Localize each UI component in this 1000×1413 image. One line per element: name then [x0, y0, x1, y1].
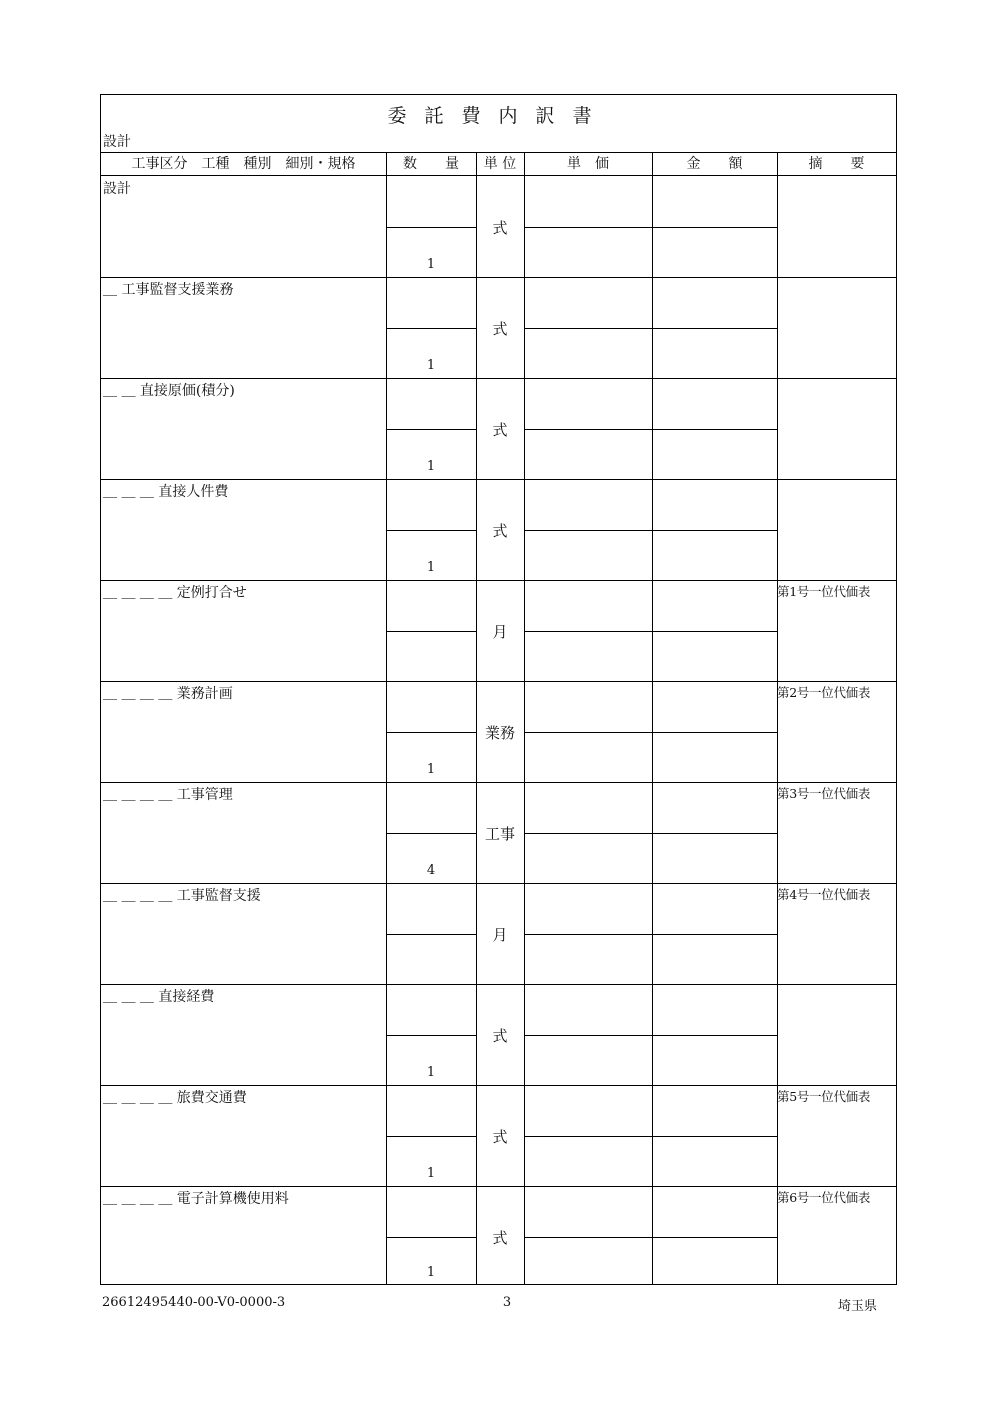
- row-item-name: ＿ ＿ 直接原価(積分): [103, 383, 235, 399]
- row-split-line: [386, 1237, 476, 1238]
- row-remarks: 第4号一位代価表: [777, 887, 871, 902]
- table-row: [101, 884, 896, 985]
- header-unit: 単 位: [476, 152, 524, 176]
- row-unit: 式: [492, 1128, 508, 1146]
- row-split-line: [386, 227, 476, 228]
- table-row: [101, 379, 896, 480]
- table-row: [101, 783, 896, 884]
- row-split-line: [386, 631, 476, 632]
- row-split-line: [386, 732, 476, 733]
- row-quantity: 1: [426, 459, 436, 474]
- row-unit: 月: [492, 623, 508, 641]
- row-split-line: [524, 631, 777, 632]
- row-item-name: ＿ ＿ ＿ ＿ 業務計画: [103, 686, 233, 702]
- row-split-line: [524, 227, 777, 228]
- header-remarks: 摘 要: [777, 152, 896, 176]
- header-item: 工事区分 工種 種別 細別・規格: [101, 152, 386, 176]
- row-split-line: [524, 328, 777, 329]
- row-item-name: ＿ ＿ ＿ ＿ 定例打合せ: [103, 585, 247, 601]
- row-remarks: 第1号一位代価表: [777, 584, 871, 599]
- header-unit-price: 単 価: [524, 152, 652, 176]
- row-split-line: [386, 530, 476, 531]
- row-split-line: [524, 934, 777, 935]
- row-split-line: [386, 429, 476, 430]
- row-unit: 式: [492, 1027, 508, 1045]
- row-item-name: ＿ ＿ ＿ ＿ 工事監督支援: [103, 888, 261, 904]
- table-row: [101, 581, 896, 682]
- row-split-line: [524, 429, 777, 430]
- row-quantity: 1: [426, 1166, 436, 1181]
- header-amount: 金 額: [652, 152, 777, 176]
- row-split-line: [386, 1035, 476, 1036]
- document-code: 26612495440-00-V0-0000-3: [102, 1295, 286, 1310]
- row-unit: 式: [492, 320, 508, 338]
- row-split-line: [524, 732, 777, 733]
- organization-name: 埼玉県: [838, 1299, 878, 1314]
- estimate-sheet: [100, 94, 897, 1285]
- row-item-name: ＿ 工事監督支援業務: [103, 282, 234, 298]
- row-item-name: ＿ ＿ ＿ 直接経費: [103, 989, 215, 1005]
- row-unit: 式: [492, 421, 508, 439]
- row-unit: 月: [492, 926, 508, 944]
- row-split-line: [524, 1035, 777, 1036]
- row-unit: 式: [492, 219, 508, 237]
- row-split-line: [524, 833, 777, 834]
- row-item-name: ＿ ＿ ＿ ＿ 旅費交通費: [103, 1090, 247, 1106]
- table-row: [101, 278, 896, 379]
- row-quantity: 4: [426, 863, 436, 878]
- row-split-line: [524, 1136, 777, 1137]
- row-split-line: [524, 530, 777, 531]
- row-split-line: [524, 1237, 777, 1238]
- header-quantity: 数 量: [386, 152, 476, 176]
- row-item-name: ＿ ＿ ＿ ＿ 電子計算機使用料: [103, 1191, 289, 1207]
- row-split-line: [386, 1136, 476, 1137]
- row-split-line: [386, 328, 476, 329]
- row-remarks: 第3号一位代価表: [777, 786, 871, 801]
- table-row: [101, 1086, 896, 1187]
- row-quantity: 1: [426, 257, 436, 272]
- row-remarks: 第5号一位代価表: [777, 1089, 871, 1104]
- row-remarks: 第6号一位代価表: [777, 1190, 871, 1205]
- row-quantity: 1: [426, 1065, 436, 1080]
- row-quantity: 1: [426, 762, 436, 777]
- row-item-name: ＿ ＿ ＿ ＿ 工事管理: [103, 787, 233, 803]
- table-row: [101, 480, 896, 581]
- table-row: [101, 985, 896, 1086]
- table-row: [101, 1187, 896, 1284]
- row-quantity: 1: [426, 358, 436, 373]
- row-item-name: 設計: [103, 181, 131, 197]
- row-quantity: 1: [426, 560, 436, 575]
- row-split-line: [386, 833, 476, 834]
- page-number: 3: [502, 1295, 512, 1310]
- row-quantity: 1: [426, 1265, 436, 1280]
- row-item-name: ＿ ＿ ＿ 直接人件費: [103, 484, 229, 500]
- document-title: 委託費内訳書: [387, 105, 610, 127]
- table-row: [101, 682, 896, 783]
- row-unit: 工事: [484, 825, 515, 843]
- row-unit: 式: [492, 1229, 508, 1247]
- row-unit: 式: [492, 522, 508, 540]
- document-subtitle: 設計: [103, 134, 131, 150]
- row-remarks: 第2号一位代価表: [777, 685, 871, 700]
- row-split-line: [386, 934, 476, 935]
- row-unit: 業務: [484, 724, 515, 742]
- table-row: [101, 177, 896, 278]
